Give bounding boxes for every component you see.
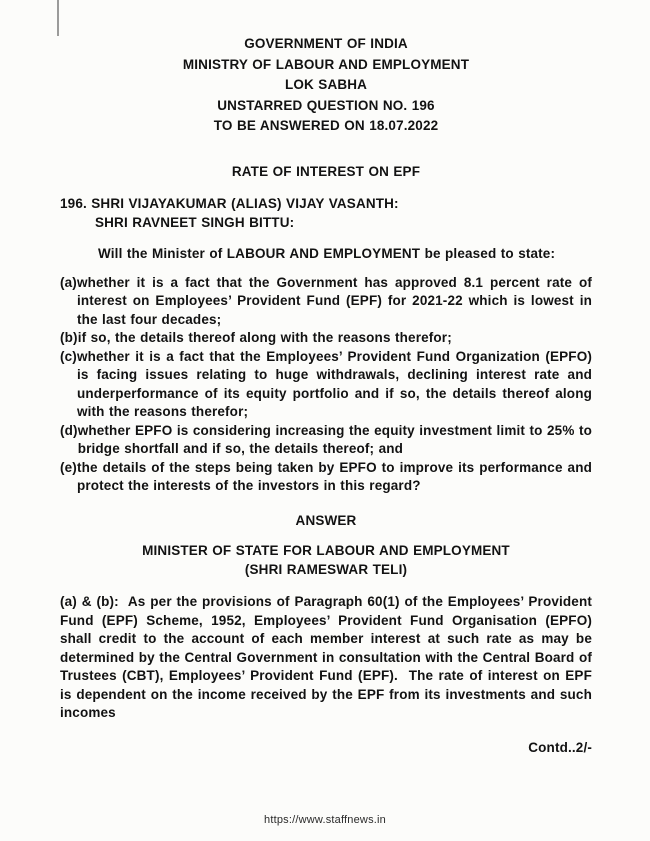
header-government-line: GOVERNMENT OF INDIA <box>244 36 408 51</box>
question-members <box>60 195 592 232</box>
answer-paragraph: (a) & (b): As per the provisions of Paragraph 60(1) of the Employees’ Provident Fund (EPF) Scheme, 1952, Employees’ Provident Fund Organisation (EPFO) shall credit to the account of each member interest at such rate as may be determined by the Central Government in consultation with the Central Board of Trustees (CBT), Employees’ Provident Fund (EPF). The rate of interest on EPF is dependent on the income received by the EPF from its investments and such incomes <box>60 594 592 720</box>
part-label: (b) <box>60 330 78 345</box>
question-part-c <box>60 348 592 422</box>
part-label: (d) <box>60 422 78 438</box>
part-label: (c) <box>60 348 77 364</box>
part-label: (e) <box>60 459 77 475</box>
member-line-1: 196. SHRI VIJAYAKUMAR (ALIAS) VIJAY VASANTH: <box>60 196 399 211</box>
question-part-a <box>60 274 592 330</box>
part-text: the details of the steps being taken by EPFO to improve its performance and protect the interests of the investors in this regard? <box>76 459 592 493</box>
continuation-marker: Contd..2/- <box>528 739 592 755</box>
header-answer-date-line: TO BE ANSWERED ON 18.07.2022 <box>213 118 439 133</box>
answer-heading: ANSWER <box>295 512 357 528</box>
header-question-number-line: UNSTARRED QUESTION NO. 196 <box>217 97 435 113</box>
minister-title: MINISTER OF STATE FOR LABOUR AND EMPLOYMENT <box>142 543 510 558</box>
document-header <box>60 34 592 137</box>
question-part-e <box>60 459 592 496</box>
scan-artifact-line <box>57 0 59 36</box>
part-text: if so, the details thereof along with the reasons therefor; <box>77 330 452 345</box>
question-part-d <box>60 422 592 459</box>
part-text: whether EPFO is considering increasing the equity investment limit to 25% to bridge shortfall and if so, the details thereof; and <box>77 422 592 456</box>
subject-title: RATE OF INTEREST ON EPF <box>231 163 421 179</box>
member-line-2: SHRI RAVNEET SINGH BITTU: <box>95 214 295 230</box>
question-parts <box>60 274 592 496</box>
minister-block <box>60 542 592 579</box>
header-house-line: LOK SABHA <box>284 77 368 92</box>
part-text: whether it is a fact that the Employees’ Provident Fund Organization (EPFO) is facing issues relating to huge withdrawals, declining interest rate and underperformance of its equity portfolio and if so, the details thereof along with the reasons therefor; <box>76 348 592 419</box>
source-url-watermark: https://www.staffnews.in <box>264 813 386 826</box>
header-ministry-line: MINISTRY OF LABOUR AND EMPLOYMENT <box>182 56 470 72</box>
question-part-b <box>60 329 592 348</box>
part-label: (a) <box>60 274 77 290</box>
question-intro: Will the Minister of LABOUR AND EMPLOYMENT be pleased to state: <box>98 246 556 261</box>
part-text: whether it is a fact that the Government has approved 8.1 percent rate of interest on Employees’ Provident Fund (EPF) for 2021-22 which is lowest in the last four decades; <box>76 274 592 327</box>
minister-name: (SHRI RAMESWAR TELI) <box>244 561 408 577</box>
